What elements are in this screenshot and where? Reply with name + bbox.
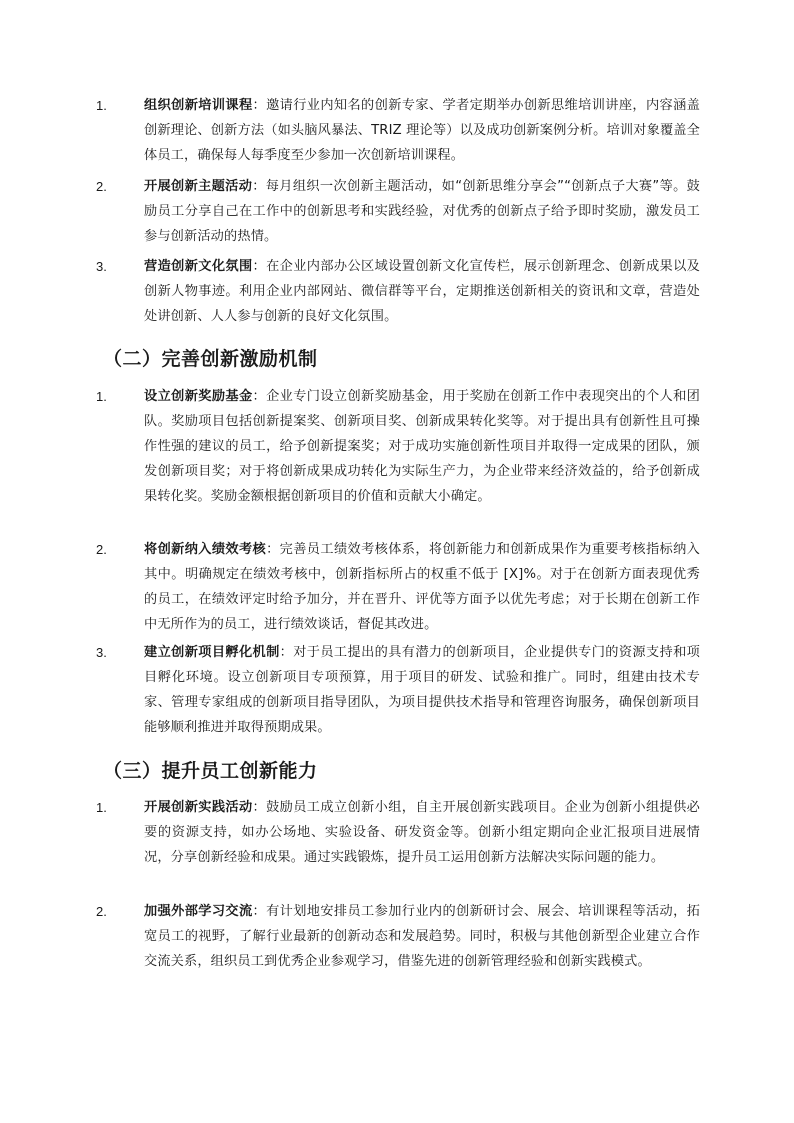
list-item-body: ：邀请行业内知名的创新专家、学者定期举办创新思维培训讲座，内容涵盖创新理论、创新方法（如头脑风暴法、TRIZ 理论等）以及成功创新案例分析。培训对象覆盖全体员工，确保每人每季度至少参加一次创新培训课程。 — [144, 98, 700, 163]
list-item-number: 2. — [96, 904, 107, 919]
list-item-number: 2. — [96, 179, 107, 194]
list-item-body: ：鼓励员工成立创新小组，自主开展创新实践项目。企业为创新小组提供必要的资源支持，如办公场地、实验设备、研发资金等。创新小组定期向企业汇报项目进展情况，分享创新经验和成果。通过实践锻炼，提升员工运用创新方法解决实际问题的能力。 — [144, 800, 700, 865]
list-item-text — [144, 93, 700, 168]
section-heading: （二）完善创新激励机制 — [103, 348, 318, 370]
list-item-term: 将创新纳入绩效考核 — [144, 542, 267, 557]
list-item-text — [144, 795, 700, 870]
list-item-text — [144, 640, 700, 740]
list-item-text — [144, 174, 700, 249]
list-item-number: 2. — [96, 542, 107, 557]
list-item-term: 开展创新主题活动 — [144, 179, 253, 194]
list-item-body: ：在企业内部办公区域设置创新文化宣传栏，展示创新理念、创新成果以及创新人物事迹。利用企业内部网站、微信群等平台，定期推送创新相关的资讯和文章，营造处处讲创新、人人参与创新的良好文化氛围。 — [144, 259, 700, 324]
list-item-number: 3. — [96, 645, 107, 660]
list-item-text — [144, 384, 700, 509]
list-item-term: 营造创新文化氛围 — [144, 259, 253, 274]
list-item-text — [144, 254, 700, 329]
list-item-number: 1. — [96, 800, 107, 815]
list-item-text — [144, 537, 700, 637]
list-item-body: ：企业专门设立创新奖励基金，用于奖励在创新工作中表现突出的个人和团队。奖励项目包括创新提案奖、创新项目奖、创新成果转化奖等。对于提出具有创新性且可操作性强的建议的员工，给予创新提案奖；对于成功实施创新性项目并取得一定成果的团队，颁发创新项目奖；对于将创新成果成功转化为实际生产力，为企业带来经济效益的，给予创新成果转化奖。奖励金额根据创新项目的价值和贡献大小确定。 — [144, 389, 700, 504]
list-item-body: ：每月组织一次创新主题活动，如“创新思维分享会”“创新点子大赛”等。鼓励员工分享自己在工作中的创新思考和实践经验，对优秀的创新点子给予即时奖励，激发员工参与创新活动的热情。 — [144, 179, 701, 244]
list-item-number: 3. — [96, 259, 107, 274]
list-item-term: 开展创新实践活动 — [144, 800, 253, 815]
list-item-text — [144, 899, 700, 974]
list-item-number: 1. — [96, 98, 107, 113]
list-item-body: ：完善员工绩效考核体系，将创新能力和创新成果作为重要考核指标纳入其中。明确规定在绩效考核中，创新指标所占的权重不低于 [X]%。对于在创新方面表现优秀的员工，在绩效评定时给予加分，并在晋升、评优等方面予以优先考虑；对于长期在创新工作中无所作为的员工，进行绩效谈话，督促其改进。 — [144, 542, 701, 632]
list-item-number: 1. — [96, 389, 107, 404]
list-item-body: ：有计划地安排员工参加行业内的创新研讨会、展会、培训课程等活动，拓宽员工的视野，了解行业最新的创新动态和发展趋势。同时，积极与其他创新型企业建立合作交流关系，组织员工到优秀企业参观学习，借鉴先进的创新管理经验和创新实践模式。 — [144, 904, 700, 969]
list-item-term: 设立创新奖励基金 — [144, 389, 253, 404]
list-item-term: 加强外部学习交流 — [144, 904, 253, 919]
list-item-term: 组织创新培训课程 — [144, 98, 253, 113]
list-item-term: 建立创新项目孵化机制 — [144, 645, 280, 660]
section-heading: （三）提升员工创新能力 — [103, 760, 318, 782]
list-item-body: ：对于员工提出的具有潜力的创新项目，企业提供专门的资源支持和项目孵化环境。设立创新项目专项预算，用于项目的研发、试验和推广。同时，组建由技术专家、管理专家组成的创新项目指导团队，为项目提供技术指导和管理咨询服务，确保创新项目能够顺利推进并取得预期成果。 — [144, 645, 700, 735]
